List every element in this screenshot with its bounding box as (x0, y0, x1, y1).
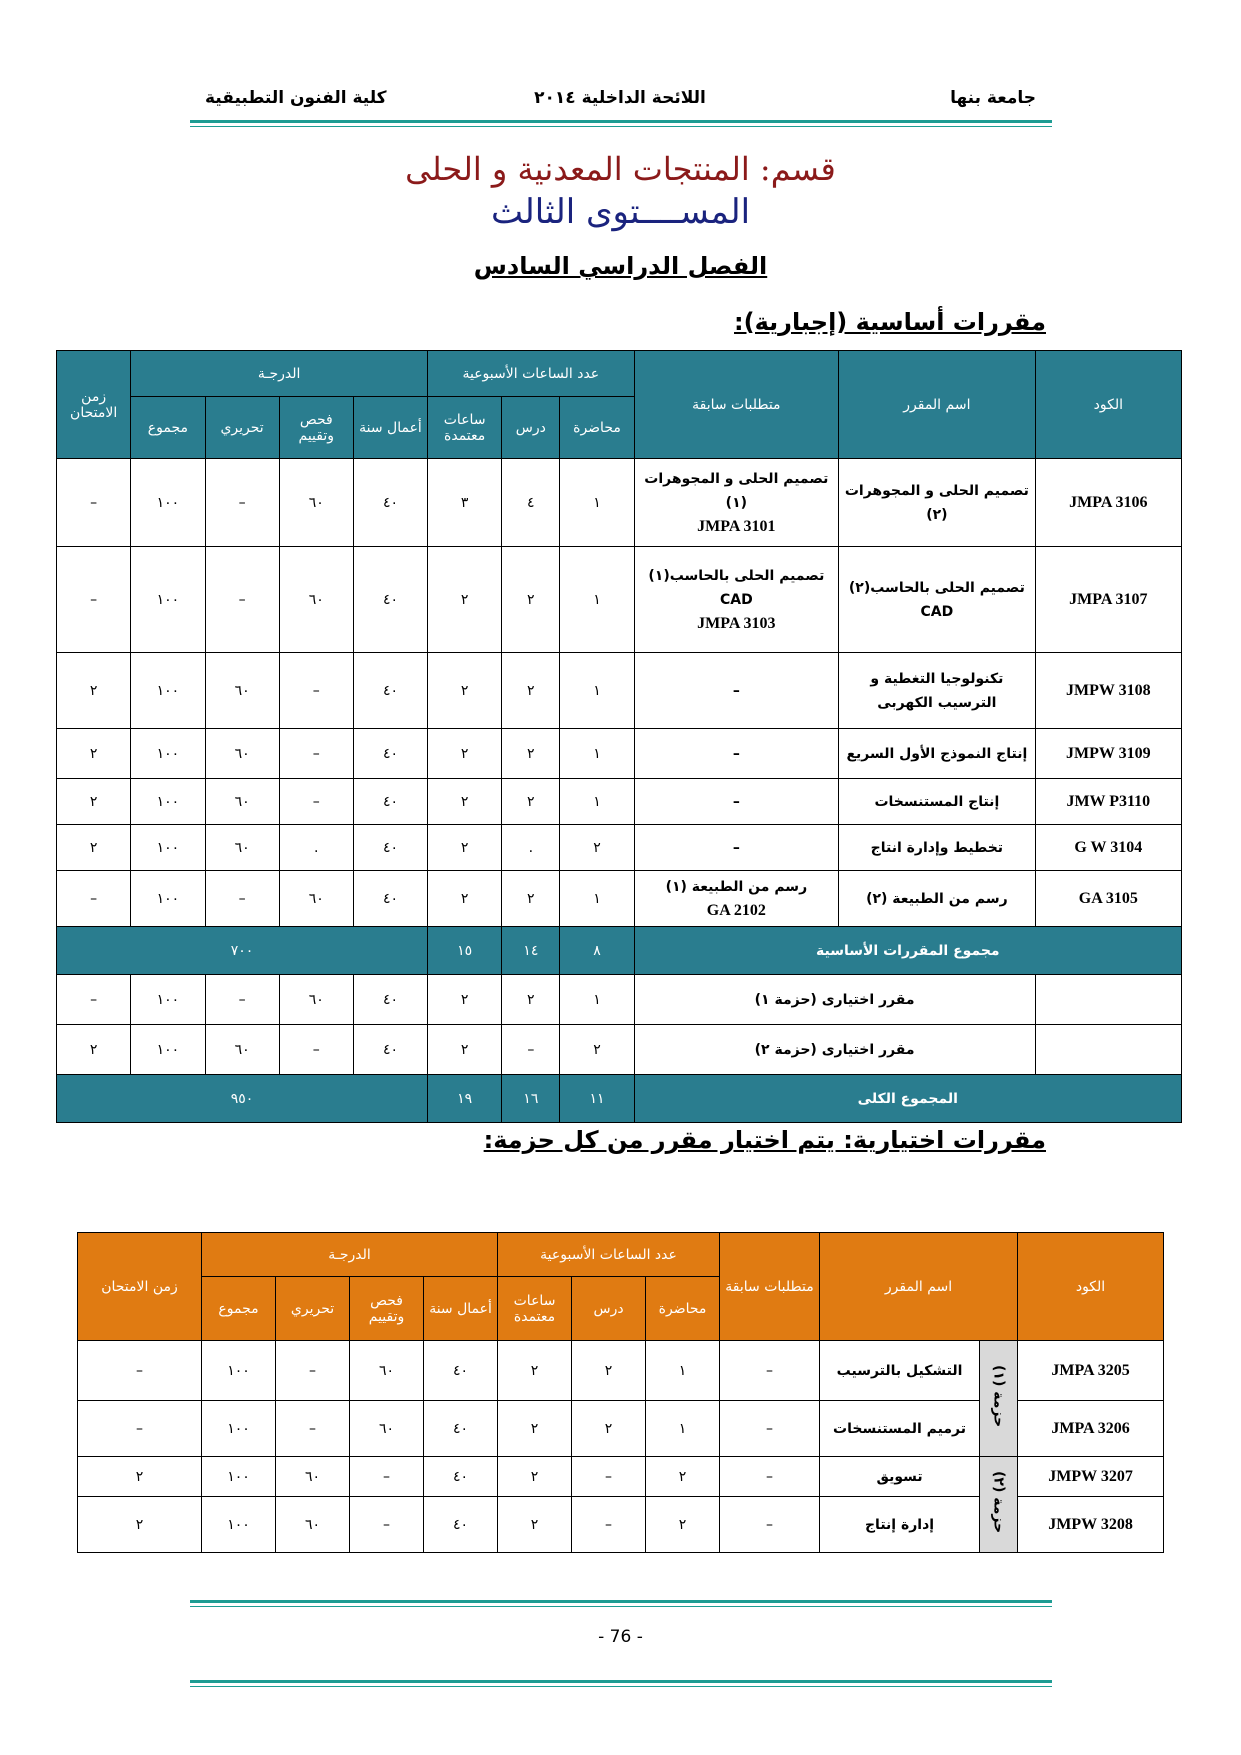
cell-lesson: – (502, 1025, 560, 1075)
th-lecture: محاضرة (560, 397, 634, 459)
footer-rule (190, 1600, 1052, 1603)
cell-year-work: ٤٠ (353, 825, 427, 871)
cell-credits: ٢ (428, 779, 502, 825)
th-code: الكود (1035, 351, 1181, 459)
course-name: تصميم الحلى و المجوهرات (٢) (839, 459, 1036, 547)
cell-exam-time: – (78, 1341, 202, 1401)
cell-exam-time: – (57, 871, 131, 927)
cell-lesson: – (572, 1497, 646, 1553)
cell-written: ٦٠ (205, 729, 279, 779)
header-row-1 (57, 351, 1182, 397)
header-rule (190, 120, 1052, 123)
cell-lesson: . (502, 825, 560, 871)
cell-exam-eval: – (279, 1025, 353, 1075)
cell-lecture: ١ (560, 459, 634, 547)
cell-exam-eval: . (279, 825, 353, 871)
cell-exam-eval: – (279, 653, 353, 729)
table-row (57, 547, 1182, 653)
course-name: إنتاج المستنسخات (839, 779, 1036, 825)
cell-total: ١٠٠ (131, 653, 205, 729)
cell-lecture: ٢ (560, 825, 634, 871)
table-row (57, 653, 1182, 729)
cell-lesson: ٢ (502, 779, 560, 825)
cell-total: ١٠٠ (202, 1341, 276, 1401)
header-regulation: اللائحة الداخلية ٢٠١٤ (534, 88, 706, 108)
cell-lecture: ٢ (646, 1497, 720, 1553)
table-row (78, 1341, 1164, 1401)
cell-lesson: ٢ (502, 871, 560, 927)
package-label-cell (980, 1341, 1018, 1457)
cell-credits: ٢ (428, 871, 502, 927)
cell-credits: ٢ (428, 729, 502, 779)
cell-exam-time: – (78, 1401, 202, 1457)
cell-written: ٦٠ (276, 1457, 350, 1497)
course-prereq: – (720, 1457, 820, 1497)
th-year-work: أعمال سنة (353, 397, 427, 459)
cell-lesson: ٤ (502, 459, 560, 547)
cell-written: ٦٠ (276, 1497, 350, 1553)
cell-written: – (205, 871, 279, 927)
cell-year-work: ٤٠ (424, 1341, 498, 1401)
cell-total: ١٠٠ (131, 547, 205, 653)
course-name: إدارة إنتاج (820, 1497, 980, 1553)
th-exam-time: زمن الامتحان (57, 351, 131, 459)
course-code: G W 3104 (1035, 825, 1181, 871)
el-th-lesson: درس (572, 1277, 646, 1341)
th-credits: ساعات معتمدة (428, 397, 502, 459)
course-name: تسويق (820, 1457, 980, 1497)
cell-written: – (205, 975, 279, 1025)
course-prereq: – (720, 1341, 820, 1401)
cell-year-work: ٤٠ (353, 547, 427, 653)
el-th-year-work: أعمال سنة (424, 1277, 498, 1341)
header-university: جامعة بنها (950, 88, 1036, 108)
footer-bottom-rule-thin (190, 1686, 1052, 1687)
course-prereq (634, 825, 839, 871)
cell-lesson: – (572, 1457, 646, 1497)
elective-slot-row (57, 1025, 1182, 1075)
page-number: - 76 - (598, 1627, 643, 1647)
el-th-weekly-hours: عدد الساعات الأسبوعية (498, 1233, 720, 1277)
course-code: JMPW 3208 (1018, 1497, 1164, 1553)
sum-lesson: ١٦ (502, 1075, 560, 1123)
table-row (57, 825, 1182, 871)
prereq-name: – (732, 682, 740, 699)
prereq-name: – (732, 745, 740, 762)
cell-written: – (205, 547, 279, 653)
th-grade: الدرجـة (131, 351, 428, 397)
cell-exam-eval: – (279, 779, 353, 825)
course-code: JMPW 3108 (1035, 653, 1181, 729)
el-th-exam-eval: فحص وتقييم (350, 1277, 424, 1341)
required-sum-row (57, 927, 1182, 975)
cell-written: ٦٠ (205, 779, 279, 825)
cell-lecture: ٢ (646, 1457, 720, 1497)
course-prereq (634, 653, 839, 729)
cell-written: ٦٠ (205, 653, 279, 729)
cell-total: ١٠٠ (131, 825, 205, 871)
cell-lesson: ٢ (572, 1401, 646, 1457)
cell-exam-eval: ٦٠ (279, 547, 353, 653)
course-code: JMPA 3106 (1035, 459, 1181, 547)
el-th-grade: الدرجـة (202, 1233, 498, 1277)
cell-lecture: ١ (560, 779, 634, 825)
cell-credits: ٢ (498, 1401, 572, 1457)
cell-total: ١٠٠ (131, 459, 205, 547)
cell-year-work: ٤٠ (424, 1497, 498, 1553)
el-th-lecture: محاضرة (646, 1277, 720, 1341)
table-row (57, 459, 1182, 547)
required-heading: مقررات أساسية (إجبارية): (734, 308, 1046, 336)
cell-exam-eval: – (350, 1457, 424, 1497)
cell-exam-time: – (57, 459, 131, 547)
prereq-name: تصميم الحلى بالحاسب(١) CAD (648, 567, 825, 608)
cell-lecture: ١ (646, 1401, 720, 1457)
course-prereq (634, 871, 839, 927)
sum-label: المجموع الكلى (634, 1075, 1181, 1123)
table-row (57, 871, 1182, 927)
cell-lesson: ٢ (572, 1341, 646, 1401)
cell-lecture: ١ (560, 547, 634, 653)
table-row (57, 779, 1182, 825)
cell-credits: ٣ (428, 459, 502, 547)
cell-total: ١٠٠ (202, 1457, 276, 1497)
sum-lesson: ١٤ (502, 927, 560, 975)
cell-exam-eval: – (279, 729, 353, 779)
course-name: تخطيط وإدارة انتاج (839, 825, 1036, 871)
cell-year-work: ٤٠ (353, 653, 427, 729)
cell-total: ١٠٠ (202, 1401, 276, 1457)
cell-written: – (276, 1341, 350, 1401)
el-th-prereq: متطلبات سابقة (720, 1233, 820, 1341)
sum-grade-total: ٧٠٠ (57, 927, 428, 975)
cell-exam-time: ٢ (57, 779, 131, 825)
sum-label: مجموع المقررات الأساسية (634, 927, 1181, 975)
cell-exam-time: ٢ (57, 729, 131, 779)
cell-credits: ٢ (428, 1025, 502, 1075)
cell-year-work: ٤٠ (353, 871, 427, 927)
course-prereq (634, 547, 839, 653)
header-rule-thin (190, 126, 1052, 127)
slot-name: مقرر اختيارى (حزمة ١) (634, 975, 1035, 1025)
cell-total: ١٠٠ (131, 871, 205, 927)
th-written: تحريري (205, 397, 279, 459)
th-total: مجموع (131, 397, 205, 459)
prereq-name: تصميم الحلى و المجوهرات (١) (644, 470, 829, 511)
course-prereq: – (720, 1497, 820, 1553)
cell-exam-eval: – (350, 1497, 424, 1553)
cell-credits: ٢ (428, 975, 502, 1025)
cell-exam-time: ٢ (57, 1025, 131, 1075)
cell-year-work: ٤٠ (424, 1457, 498, 1497)
cell-lesson: ٢ (502, 729, 560, 779)
course-code: JMPW 3109 (1035, 729, 1181, 779)
th-course-name: اسم المقرر (839, 351, 1036, 459)
el-th-code: الكود (1018, 1233, 1164, 1341)
cell-credits: ٢ (428, 653, 502, 729)
cell-year-work: ٤٠ (353, 1025, 427, 1075)
cell-exam-time: ٢ (57, 825, 131, 871)
cell-lecture: ١ (560, 729, 634, 779)
cell-year-work: ٤٠ (353, 975, 427, 1025)
cell-exam-eval: ٦٠ (279, 975, 353, 1025)
sum-credits: ١٥ (428, 927, 502, 975)
table-row (57, 729, 1182, 779)
prereq-name: – (732, 793, 740, 810)
elective-heading: مقررات اختيارية: يتم اختيار مقرر من كل حزمة: (483, 1126, 1046, 1154)
package-label-cell (980, 1457, 1018, 1553)
cell-exam-time: ٢ (78, 1497, 202, 1553)
cell-year-work: ٤٠ (353, 459, 427, 547)
footer-bottom-rule (190, 1680, 1052, 1683)
sum-lecture: ٨ (560, 927, 634, 975)
cell-credits: ٢ (498, 1457, 572, 1497)
course-name: تصميم الحلى بالحاسب(٢) CAD (839, 547, 1036, 653)
cell-total: ١٠٠ (202, 1497, 276, 1553)
sum-credits: ١٩ (428, 1075, 502, 1123)
course-name: رسم من الطبيعة (٢) (839, 871, 1036, 927)
package-label: حزمة (٢) (990, 1471, 1007, 1534)
th-weekly-hours: عدد الساعات الأسبوعية (428, 351, 635, 397)
course-prereq (634, 459, 839, 547)
cell-exam-time: ٢ (57, 653, 131, 729)
cell-written: ٦٠ (205, 825, 279, 871)
package-label: حزمة (١) (990, 1365, 1007, 1428)
cell-exam-eval: ٦٠ (350, 1341, 424, 1401)
required-courses-table (56, 350, 1182, 1123)
cell-lecture: ١ (560, 975, 634, 1025)
cell-exam-eval: ٦٠ (279, 871, 353, 927)
cell-credits: ٢ (428, 825, 502, 871)
footer-rule-thin (190, 1606, 1052, 1607)
prereq-code: GA 2102 (706, 901, 766, 919)
course-code: JMPA 3205 (1018, 1341, 1164, 1401)
cell-lecture: ١ (560, 871, 634, 927)
course-code: GA 3105 (1035, 871, 1181, 927)
prereq-code: JMPA 3101 (697, 517, 776, 535)
table-row (78, 1457, 1164, 1497)
el-th-written: تحريري (276, 1277, 350, 1341)
course-prereq (634, 779, 839, 825)
cell-total: ١٠٠ (131, 1025, 205, 1075)
th-prereq: متطلبات سابقة (634, 351, 839, 459)
cell-written: ٦٠ (205, 1025, 279, 1075)
slot-code (1035, 975, 1181, 1025)
semester-title: الفصل الدراسي السادس (473, 252, 768, 280)
cell-exam-eval: ٦٠ (279, 459, 353, 547)
cell-exam-time: – (57, 547, 131, 653)
cell-credits: ٢ (498, 1341, 572, 1401)
course-code: JMPW 3207 (1018, 1457, 1164, 1497)
department-title: قسم: المنتجات المعدنية و الحلى (405, 150, 836, 188)
el-th-credits: ساعات معتمدة (498, 1277, 572, 1341)
cell-total: ١٠٠ (131, 975, 205, 1025)
prereq-name: – (732, 839, 740, 856)
slot-code (1035, 1025, 1181, 1075)
el-th-total: مجموع (202, 1277, 276, 1341)
course-name: إنتاج النموذج الأول السريع (839, 729, 1036, 779)
cell-written: – (276, 1401, 350, 1457)
el-th-exam-time: زمن الامتحان (78, 1233, 202, 1341)
course-code: JMPA 3107 (1035, 547, 1181, 653)
th-exam-eval: فحص وتقييم (279, 397, 353, 459)
cell-lecture: ١ (646, 1341, 720, 1401)
cell-total: ١٠٠ (131, 729, 205, 779)
cell-total: ١٠٠ (131, 779, 205, 825)
el-th-course-name: اسم المقرر (820, 1233, 1018, 1341)
slot-name: مقرر اختيارى (حزمة ٢) (634, 1025, 1035, 1075)
course-prereq (634, 729, 839, 779)
course-name: تكنولوجيا التغطية و الترسيب الكهربى (839, 653, 1036, 729)
cell-year-work: ٤٠ (353, 779, 427, 825)
cell-year-work: ٤٠ (353, 729, 427, 779)
grand-total-row (57, 1075, 1182, 1123)
cell-lesson: ٢ (502, 653, 560, 729)
sum-lecture: ١١ (560, 1075, 634, 1123)
level-title: المســــتوى الثالث (490, 192, 751, 232)
course-name: التشكيل بالترسيب (820, 1341, 980, 1401)
cell-lecture: ١ (560, 653, 634, 729)
cell-credits: ٢ (498, 1497, 572, 1553)
cell-written: – (205, 459, 279, 547)
elective-slot-row (57, 975, 1182, 1025)
cell-exam-time: ٢ (78, 1457, 202, 1497)
cell-exam-eval: ٦٠ (350, 1401, 424, 1457)
header-faculty: كلية الفنون التطبيقية (205, 88, 387, 108)
cell-exam-time: – (57, 975, 131, 1025)
prereq-code: JMPA 3103 (697, 614, 776, 632)
cell-credits: ٢ (428, 547, 502, 653)
sum-grade-total: ٩٥٠ (57, 1075, 428, 1123)
el-header-row-1 (78, 1233, 1164, 1277)
th-lesson: درس (502, 397, 560, 459)
cell-lesson: ٢ (502, 975, 560, 1025)
cell-year-work: ٤٠ (424, 1401, 498, 1457)
elective-courses-table (77, 1232, 1164, 1553)
prereq-name: رسم من الطبيعة (١) (665, 878, 808, 895)
course-code: JMPA 3206 (1018, 1401, 1164, 1457)
course-prereq: – (720, 1401, 820, 1457)
course-name: ترميم المستنسخات (820, 1401, 980, 1457)
course-code: JMW P3110 (1035, 779, 1181, 825)
cell-lecture: ٢ (560, 1025, 634, 1075)
cell-lesson: ٢ (502, 547, 560, 653)
